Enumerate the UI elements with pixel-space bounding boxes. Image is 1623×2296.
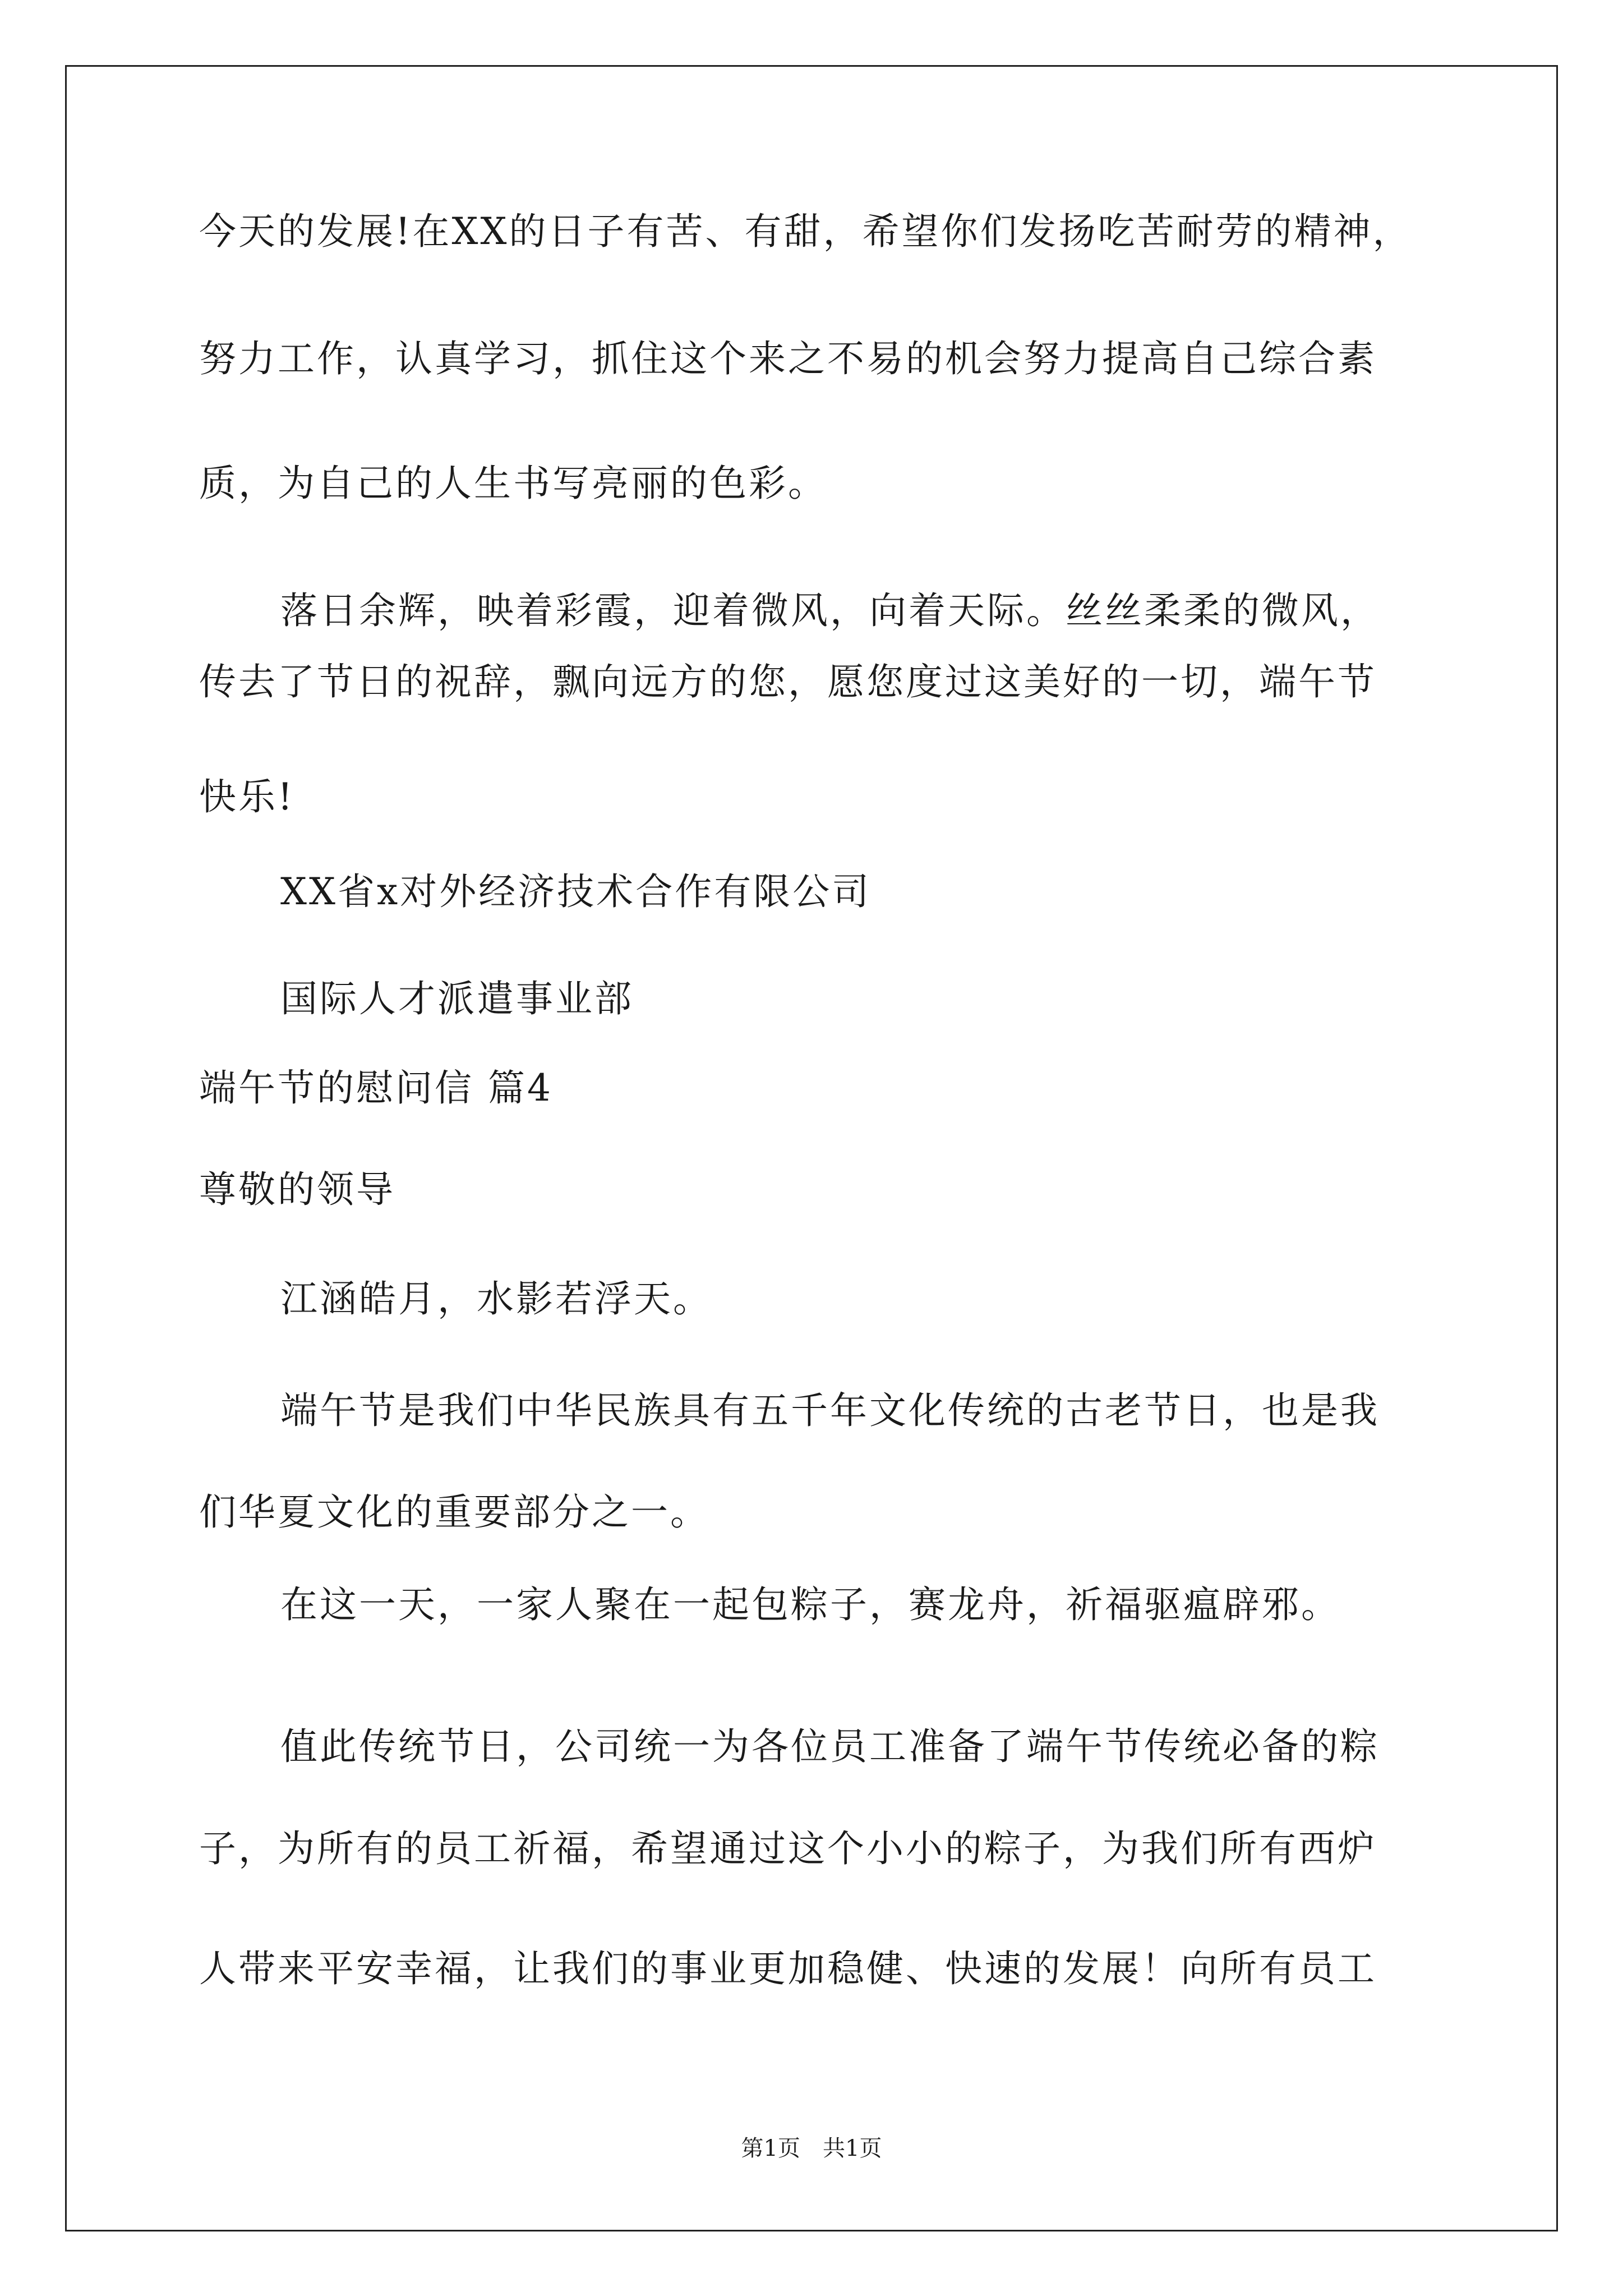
body-line: 人带来平安幸福，让我们的事业更加稳健、快速的发展！向所有员工 — [199, 1947, 1377, 1990]
body-line: 值此传统节日，公司统一为各位员工准备了端午节传统必备的粽 — [280, 1725, 1380, 1768]
page-footer: 第1页 共1页 — [741, 2136, 882, 2161]
body-line: 快乐! — [199, 775, 295, 818]
body-line: 在这一天，一家人聚在一起包粽子，赛龙舟，祈福驱瘟辟邪。 — [280, 1583, 1340, 1626]
body-line: 质，为自己的人生书写亮丽的色彩。 — [199, 462, 827, 505]
body-line: 努力工作，认真学习，抓住这个来之不易的机会努力提高自己综合素 — [199, 337, 1377, 380]
salutation: 尊敬的领导 — [199, 1168, 395, 1211]
body-line: 落日余辉，映着彩霞，迎着微风，向着天际。丝丝柔柔的微风， — [280, 589, 1380, 632]
body-line: 江涵皓月，水影若浮天。 — [280, 1277, 712, 1320]
body-line: 子，为所有的员工祈福，希望通过这个小小的粽子，为我们所有西炉 — [199, 1827, 1377, 1870]
body-line: 今天的发展!在XX的日子有苦、有甜，希望你们发扬吃苦耐劳的精神， — [199, 210, 1412, 253]
signature-company: XX省x对外经济技术合作有限公司 — [280, 870, 872, 913]
page-border — [65, 65, 1558, 2231]
body-line: 端午节是我们中华民族具有五千年文化传统的古老节日，也是我 — [280, 1389, 1380, 1432]
signature-department: 国际人才派遣事业部 — [280, 977, 634, 1020]
section-heading: 端午节的慰问信 篇4 — [199, 1066, 553, 1110]
body-line: 们华夏文化的重要部分之一。 — [199, 1490, 709, 1534]
body-line: 传去了节日的祝辞，飘向远方的您，愿您度过这美好的一切，端午节 — [199, 660, 1377, 703]
